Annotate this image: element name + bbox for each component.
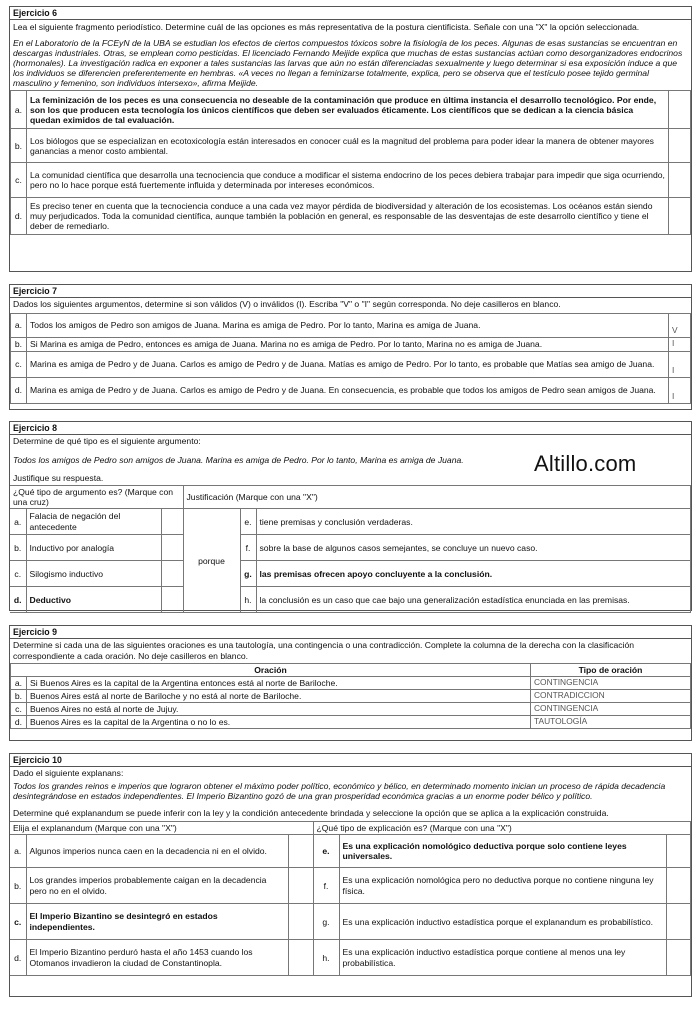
exercise-10-table: [10, 821, 691, 976]
explanandum-letter: b.: [10, 868, 26, 904]
sentence-row: [11, 716, 691, 729]
choice-row: [10, 509, 691, 535]
exercise-6-intro: Lea el siguiente fragmento periodístico. Determine cuál de las opciones es más representativa de la postura cientificista. Señale con una "X" la opción seleccionada.: [13, 22, 640, 33]
header-row: [10, 821, 691, 834]
option-text: Los biólogos que se especializan en ecotoxicología están interesados en conocer cuál es la magnitud del problema para poder idear la manera de obtener mayores ganancias a menor costo ambiental.: [27, 129, 669, 163]
option-row[interactable]: [11, 198, 691, 235]
option-checkbox[interactable]: [669, 163, 691, 198]
explanation-letter: g.: [313, 904, 339, 940]
explanation-text: Es una explicación inductivo estadística porque contiene al menos una ley probabilística.: [339, 940, 667, 976]
exercise-9-intro: Determine si cada una de las siguientes oraciones es una tautología, una contingencia o una contradicción. Complete la columna de la derecha con la clasificación correspondiente a cada oración. No deje casilleros en blanco.: [13, 640, 635, 661]
type-letter: a.: [10, 509, 26, 535]
option-letter: c.: [11, 163, 27, 198]
explanandum-text: El Imperio Bizantino perduró hasta el año 1453 cuando los Otomanos invadieron la ciudad de Constantinopla.: [26, 940, 288, 976]
type-checkbox[interactable]: [161, 587, 183, 613]
argument-row: [11, 351, 691, 377]
exercise-6-passage: En el Laboratorio de la FCEyN de la UBA se estudian los efectos de ciertos compuestos tóxicos sobre la fisiología de los peces. Algunas de esas sustancias se encuentran en descargas industriales. Otras, se emplean como pesticidas. El licenciado Fernando Meijide explica que muchas de estas sustancias actúan como desorganizadores endocrinos (hormonales). La investigación radica en exponer a tales sustancias las larvas que aún no están diferenciadas sexualmente y luego determinar si esa exposición induce a que los individuos se diferencien preferentemente en hembras. «A veces no llegan a feminizarse totalmente, explica, pero se observa que el testículo posee tejido germinal masculino y femenino, son individuos intersexo», afirma Meijide.: [13, 37, 683, 89]
type-text: Silogismo inductivo: [26, 561, 161, 587]
type-checkbox[interactable]: [161, 561, 183, 587]
justification-text: la conclusión es un caso que cae bajo una generalización estadística enunciada en las premisas.: [256, 587, 691, 613]
right-header: ¿Qué tipo de explicación es? (Marque con una "X"): [313, 821, 691, 834]
explanandum-letter: d.: [10, 940, 26, 976]
type-checkbox[interactable]: [161, 509, 183, 535]
explanandum-checkbox[interactable]: [288, 904, 313, 940]
option-text: La feminización de los peces es una consecuencia no deseable de la contaminación que produce en última instancia el desarrollo tecnológico. Por ende, son los que producen esta tecnología los únicos científicos que deben ser evaluados éticamente. Los científicos que se dedican a la ciencia básica quedan eximidos de tal evaluación.: [27, 91, 669, 129]
connector: porque: [183, 509, 240, 613]
exercise-10-question: Determine qué explanandum se puede inferir con la ley y la condición antecedente brindada y seleccione la opción que se aplica a la explicación construida.: [13, 807, 609, 818]
sentence-type-answer[interactable]: TAUTOLOGÍA: [531, 716, 691, 729]
sentence-letter: c.: [11, 703, 27, 716]
sentence-letter: d.: [11, 716, 27, 729]
type-checkbox[interactable]: [161, 535, 183, 561]
argument-text: Marina es amiga de Pedro y de Juana. Carlos es amigo de Pedro y de Juana. En consecuencia, es probable que todos los amigos de Pedro sean amigos de Juana.: [27, 377, 669, 403]
validity-answer[interactable]: I: [669, 351, 691, 377]
exercise-8: [9, 421, 692, 611]
explanation-letter: f.: [313, 868, 339, 904]
choice-row: [10, 868, 691, 904]
exercise-8-table: [10, 485, 691, 613]
validity-answer[interactable]: V: [669, 313, 691, 337]
left-header: ¿Qué tipo de argumento es? (Marque con una cruz): [10, 485, 183, 508]
exercise-10-intro: Dado el siguiente explanans:: [13, 768, 124, 779]
explanandum-checkbox[interactable]: [288, 868, 313, 904]
sentence-letter: a.: [11, 676, 27, 689]
exercise-8-justify: Justifique su respuesta.: [13, 472, 104, 483]
option-row[interactable]: [11, 129, 691, 163]
type-column-header: Tipo de oración: [531, 663, 691, 676]
choice-row: [10, 561, 691, 587]
argument-text: Marina es amiga de Pedro y de Juana. Carlos es amigo de Pedro y de Juana. Matías es amigo de Pedro. Por lo tanto, es probable que Matías sea amigo de Juana.: [27, 351, 669, 377]
exercise-10-title: Ejercicio 10: [10, 754, 691, 767]
argument-letter: c.: [11, 351, 27, 377]
exercise-9-title: Ejercicio 9: [10, 626, 691, 639]
option-text: La comunidad científica que desarrolla una tecnociencia que conduce a modificar el sistema endocrino de los peces debiera trabajar para impedir que siga ocurriendo, pero no lo hace porque está fuertemente influida y determinada por intereses económicos.: [27, 163, 669, 198]
exercise-7-table: [10, 313, 691, 404]
argument-row: [11, 313, 691, 337]
sentence-type-answer[interactable]: CONTINGENCIA: [531, 676, 691, 689]
sentence-text: Buenos Aires es la capital de la Argentina o no lo es.: [27, 716, 531, 729]
explanation-checkbox[interactable]: [667, 904, 691, 940]
exercise-7: [9, 284, 692, 410]
validity-answer[interactable]: I: [669, 377, 691, 403]
sentence-row: [11, 689, 691, 702]
explanandum-text: Los grandes imperios probablemente caigan en la decadencia pero no en el olvido.: [26, 868, 288, 904]
argument-row: [11, 377, 691, 403]
type-letter: c.: [10, 561, 26, 587]
exercise-10-passage: Todos los grandes reinos e imperios que lograron obtener el máximo poder político, económico y bélico, en determinado momento inician un proceso de rápida decadencia desintegrándose en estados independientes. El Imperio Bizantino gozó de una gran prosperidad económica gracias a un enorme poder bélico y político.: [13, 780, 666, 801]
type-text: Inductivo por analogía: [26, 535, 161, 561]
exercise-7-intro: Dados los siguientes argumentos, determine si son válidos (V) o inválidos (I). Escriba "V" o "I" según corresponda. No deje casilleros en blanco.: [13, 299, 561, 310]
choice-row: [10, 904, 691, 940]
argument-letter: d.: [11, 377, 27, 403]
exercise-8-argument: Todos los amigos de Pedro son amigos de Juana. Marina es amiga de Pedro. Por lo tanto, Marina es amiga de Juana.: [13, 454, 464, 465]
justification-text: sobre la base de algunos casos semejantes, se concluye un nuevo caso.: [256, 535, 691, 561]
explanation-text: Es una explicación inductivo estadística porque el explanandum es probabilístico.: [339, 904, 667, 940]
header-row: [10, 485, 691, 508]
exercise-9: [9, 625, 692, 741]
choice-row: [10, 535, 691, 561]
sentence-column-header: Oración: [11, 663, 531, 676]
explanation-checkbox[interactable]: [667, 835, 691, 868]
header-row: [11, 663, 691, 676]
sentence-text: Buenos Aires está al norte de Bariloche y no está al norte de Bariloche.: [27, 689, 531, 702]
exercise-6-options: [10, 90, 691, 235]
option-row[interactable]: [11, 163, 691, 198]
choice-row: [10, 940, 691, 976]
justification-text: tiene premisas y conclusión verdaderas.: [256, 509, 691, 535]
choice-row: [10, 835, 691, 868]
explanation-checkbox[interactable]: [667, 940, 691, 976]
explanandum-checkbox[interactable]: [288, 835, 313, 868]
option-row[interactable]: [11, 91, 691, 129]
explanation-checkbox[interactable]: [667, 868, 691, 904]
option-letter: a.: [11, 91, 27, 129]
justification-letter: f.: [240, 535, 256, 561]
type-text: Deductivo: [26, 587, 161, 613]
argument-text: Todos los amigos de Pedro son amigos de Juana. Marina es amiga de Pedro. Por lo tanto, Marina es amiga de Juana.: [27, 313, 669, 337]
explanation-text: Es una explicación nomológica pero no deductiva porque no contiene ninguna ley física.: [339, 868, 667, 904]
type-letter: b.: [10, 535, 26, 561]
option-text: Es preciso tener en cuenta que la tecnociencia conduce a una cada vez mayor pérdida de biodiversidad y alteración de los ecosistemas. Los océanos están siendo muy perjudicados. Toda la comunidad científica, aunque también la población en general, es responsable de las desventajas de este desarrollo científico y tiene el deber de remediarlo.: [27, 198, 669, 235]
argument-text: Si Marina es amiga de Pedro, entonces es amiga de Juana. Marina no es amiga de Pedro. Por lo tanto, Marina no es amiga de Juana.: [27, 337, 669, 351]
sentence-letter: b.: [11, 689, 27, 702]
justification-letter: h.: [240, 587, 256, 613]
explanandum-text: El Imperio Bizantino se desintegró en estados independientes.: [26, 904, 288, 940]
sentence-row: [11, 676, 691, 689]
exercise-8-intro: Determine de qué tipo es el siguiente argumento:: [13, 436, 201, 447]
sentence-type-answer[interactable]: CONTINGENCIA: [531, 703, 691, 716]
justification-text: las premisas ofrecen apoyo concluyente a la conclusión.: [256, 561, 691, 587]
option-checkbox[interactable]: [669, 91, 691, 129]
argument-row: [11, 337, 691, 351]
explanandum-text: Algunos imperios nunca caen en la decadencia ni en el olvido.: [26, 835, 288, 868]
exercise-6-title: Ejercicio 6: [10, 7, 691, 20]
explanandum-letter: c.: [10, 904, 26, 940]
exercise-8-title: Ejercicio 8: [10, 422, 691, 435]
explanation-text: Es una explicación nomológico deductiva porque solo contiene leyes universales.: [339, 835, 667, 868]
explanandum-checkbox[interactable]: [288, 940, 313, 976]
sentence-text: Si Buenos Aires es la capital de la Argentina entonces está al norte de Bariloche.: [27, 676, 531, 689]
explanation-letter: e.: [313, 835, 339, 868]
option-checkbox[interactable]: [669, 198, 691, 235]
sentence-text: Buenos Aires no está al norte de Jujuy.: [27, 703, 531, 716]
justification-letter: e.: [240, 509, 256, 535]
option-checkbox[interactable]: [669, 129, 691, 163]
sentence-row: [11, 703, 691, 716]
option-letter: b.: [11, 129, 27, 163]
watermark-altillo: Altillo.com: [534, 451, 637, 476]
exercise-9-table: [10, 663, 691, 730]
validity-answer[interactable]: I: [669, 337, 691, 351]
type-text: Falacia de negación del antecedente: [26, 509, 161, 535]
choice-row: [10, 587, 691, 613]
type-letter: d.: [10, 587, 26, 613]
sentence-type-answer[interactable]: CONTRADICCION: [531, 689, 691, 702]
exercise-7-title: Ejercicio 7: [10, 285, 691, 298]
justification-letter: g.: [240, 561, 256, 587]
left-header: Elija el explanandum (Marque con una "X"): [10, 821, 313, 834]
exercise-10: [9, 753, 692, 997]
explanation-letter: h.: [313, 940, 339, 976]
argument-letter: a.: [11, 313, 27, 337]
exercise-6: [9, 6, 692, 272]
option-letter: d.: [11, 198, 27, 235]
right-header: Justificación (Marque con una "X"): [183, 485, 691, 508]
explanandum-letter: a.: [10, 835, 26, 868]
argument-letter: b.: [11, 337, 27, 351]
